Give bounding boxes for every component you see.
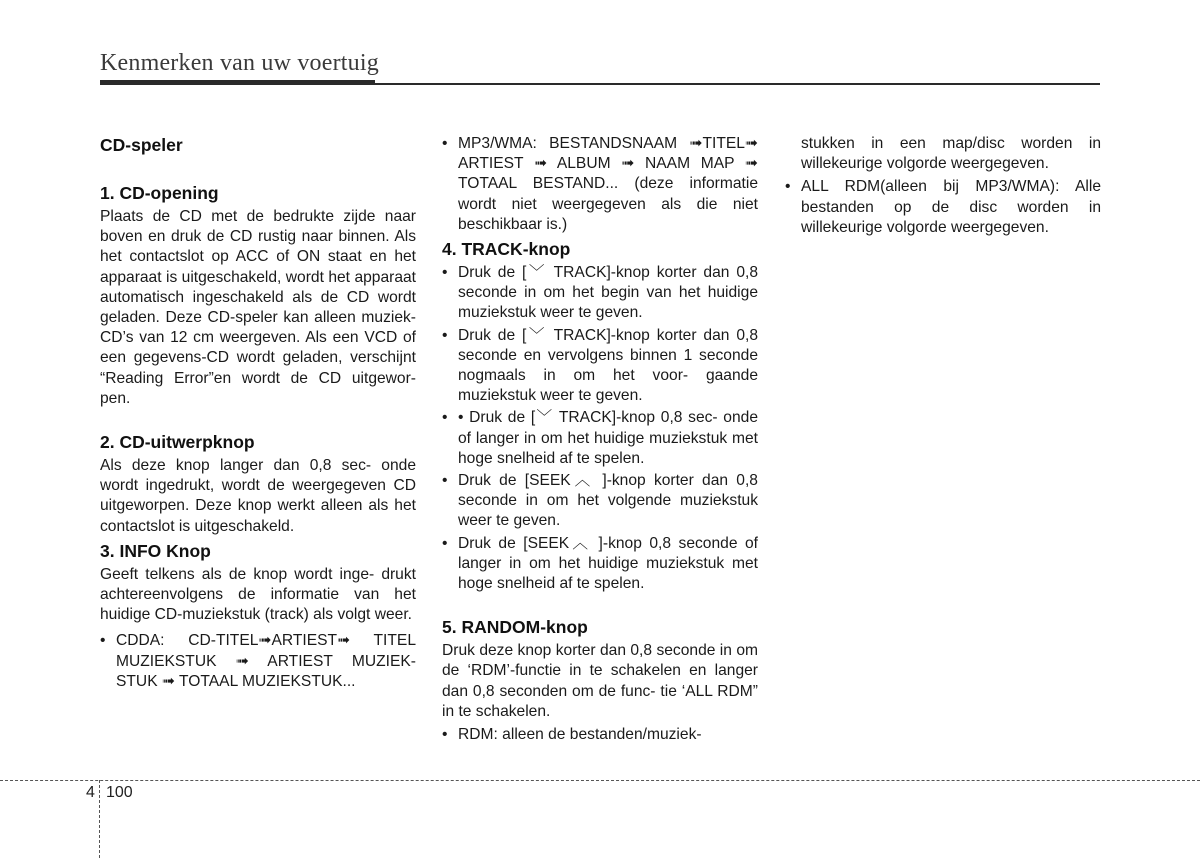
paragraph-rdm-continued: stukken in een map/disc worden in willekeurige volgorde weergegeven. — [801, 135, 1101, 173]
bullet-all-rdm: • ALL RDM(alleen bij MP3/WMA): Alle bestanden op de disc worden in willekeurige volgorde weergegeven. — [785, 177, 1101, 238]
paragraph-random-button: Druk deze knop korter dan 0,8 seconde in om de ‘RDM’-functie in te schakelen en langer dan 0,8 seconden om de func- tie ‘ALL RDM” in te schakelen. — [442, 642, 758, 720]
footer-divider — [0, 780, 1200, 781]
bullet-track-1: • Druk de [﹀ TRACK]-knop korter dan 0,8 seconde in om het begin van het huidige muziekstuk weer te geven. — [442, 263, 758, 324]
heading-cd-opening: 1. CD-opening — [100, 183, 219, 203]
chapter-number: 4 — [86, 784, 95, 801]
paragraph-info-button: Geeft telkens als de knop wordt inge- drukt achtereenvolgens de informatie van het huidige CD-muziekstuk (track) als volgt weer. — [100, 565, 416, 624]
heading-track-button: 4. TRACK-knop — [442, 239, 571, 260]
bullet-seek-2: • Druk de [SEEK︿ ]-knop 0,8 seconde of langer in om het huidige muziekstuk met hoge snelheid af te spelen. — [442, 534, 758, 595]
paragraph-eject-button: Als deze knop langer dan 0,8 sec- onde wordt ingedrukt, wordt de weergegeven CD uitgeworpen. Deze knop werkt alleen als het contactslot is uitgeschakeld. — [100, 457, 416, 535]
page-header-title: Kenmerken van uw voertuig — [100, 50, 379, 76]
bullet-mp3-wma: • MP3/WMA: BESTANDSNAAM ➟TITEL➟ ARTIEST ➟ ALBUM ➟ NAAM MAP ➟ TOTAAL BESTAND... (deze informatie wordt niet weergegeven als die niet beschikbaar is.) — [442, 134, 758, 235]
column-3 — [785, 134, 1101, 238]
heading-eject-button: 2. CD-uitwerpknop — [100, 432, 255, 453]
column-2 — [442, 134, 758, 745]
paragraph-cd-opening: Plaats de CD met de bedrukte zijde naar boven en druk de CD rustig naar binnen. Als het contactslot op ACC of ON staat en het apparaat is uitgeschakeld, wordt het apparaat automatisch ingeschakeld als de CD wordt geladen. Deze CD-speler kan alleen muziek-CD’s van 12 cm weergeven. Als een VCD of een gegevens-CD wordt geladen, verschijnt “Reading Error”en wordt de CD uitgewor- pen. — [100, 208, 416, 407]
column-1 — [100, 134, 416, 692]
heading-info-button: 3. INFO Knop — [100, 540, 211, 561]
bullet-track-3: • • Druk de [﹀ TRACK]-knop 0,8 sec- onde of langer in om het huidige muziekstuk met hoge snelheid af te spelen. — [442, 408, 758, 469]
heading-random-button: 5. RANDOM-knop — [442, 617, 588, 638]
bullet-track-2: • Druk de [﹀ TRACK]-knop korter dan 0,8 seconde en vervolgens binnen 1 seconde nogmaals in om het voor- gaande muziekstuk weer te geven. — [442, 326, 758, 407]
bullet-rdm: • RDM: alleen de bestanden/muziek- — [442, 725, 758, 745]
bullet-cdda: • CDDA: CD-TITEL➟ARTIEST➟ TITEL MUZIEKSTUK ➟ ARTIEST MUZIEK- STUK ➟ TOTAAL MUZIEKSTUK... — [100, 631, 416, 692]
footer-vertical-divider — [99, 780, 100, 858]
section-title: CD-speler — [100, 135, 183, 155]
header-rule — [100, 83, 1100, 85]
page-number: 100 — [106, 784, 133, 801]
bullet-seek-1: • Druk de [SEEK︿ ]-knop korter dan 0,8 seconde in om het volgende muziekstuk weer te geven. — [442, 471, 758, 532]
